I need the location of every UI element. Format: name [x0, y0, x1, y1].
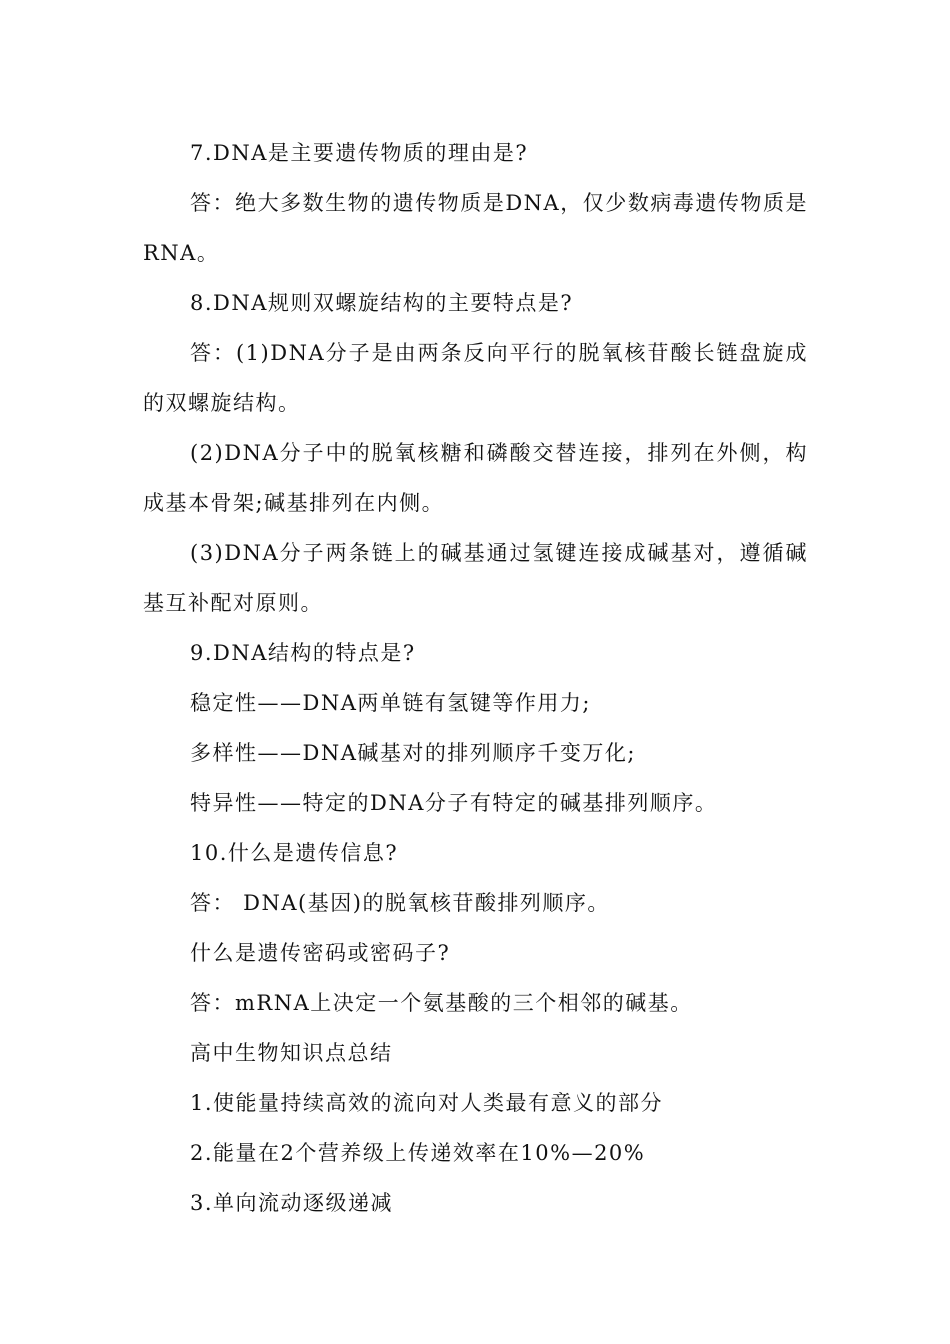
answer-9-specificity: 特异性——特定的DNA分子有特定的碱基排列顺序。 — [190, 791, 718, 815]
answer-codon: 答：mRNA上决定一个氨基酸的三个相邻的碱基。 — [190, 991, 693, 1015]
answer-9-stability: 稳定性——DNA两单链有氢键等作用力; — [190, 691, 591, 715]
question-7: 7.DNA是主要遗传物质的理由是? — [190, 141, 529, 165]
answer-7: 答：绝大多数生物的遗传物质是DNA，仅少数病毒遗传物质是RNA。 — [143, 191, 808, 265]
question-9: 9.DNA结构的特点是? — [190, 641, 416, 665]
answer-10: 答： DNA(基因)的脱氧核苷酸排列顺序。 — [190, 891, 610, 915]
answer-8-point-1: 答：(1)DNA分子是由两条反向平行的脱氧核苷酸长链盘旋成的双螺旋结构。 — [143, 341, 808, 415]
question-8: 8.DNA规则双螺旋结构的主要特点是? — [190, 291, 574, 315]
question-codon: 什么是遗传密码或密码子? — [190, 941, 451, 965]
answer-9-diversity: 多样性——DNA碱基对的排列顺序千变万化; — [190, 741, 636, 765]
summary-point-2: 2.能量在2个营养级上传递效率在10%—20% — [190, 1141, 646, 1165]
answer-8-point-3: (3)DNA分子两条链上的碱基通过氢键连接成碱基对，遵循碱基互补配对原则。 — [143, 541, 808, 615]
document-body — [143, 128, 808, 1228]
summary-point-3: 3.单向流动逐级递减 — [190, 1191, 394, 1215]
question-10: 10.什么是遗传信息? — [190, 841, 399, 865]
section-heading: 高中生物知识点总结 — [190, 1041, 393, 1065]
summary-point-1: 1.使能量持续高效的流向对人类最有意义的部分 — [190, 1091, 664, 1115]
answer-8-point-2: (2)DNA分子中的脱氧核糖和磷酸交替连接，排列在外侧，构成基本骨架;碱基排列在内侧。 — [143, 441, 808, 515]
